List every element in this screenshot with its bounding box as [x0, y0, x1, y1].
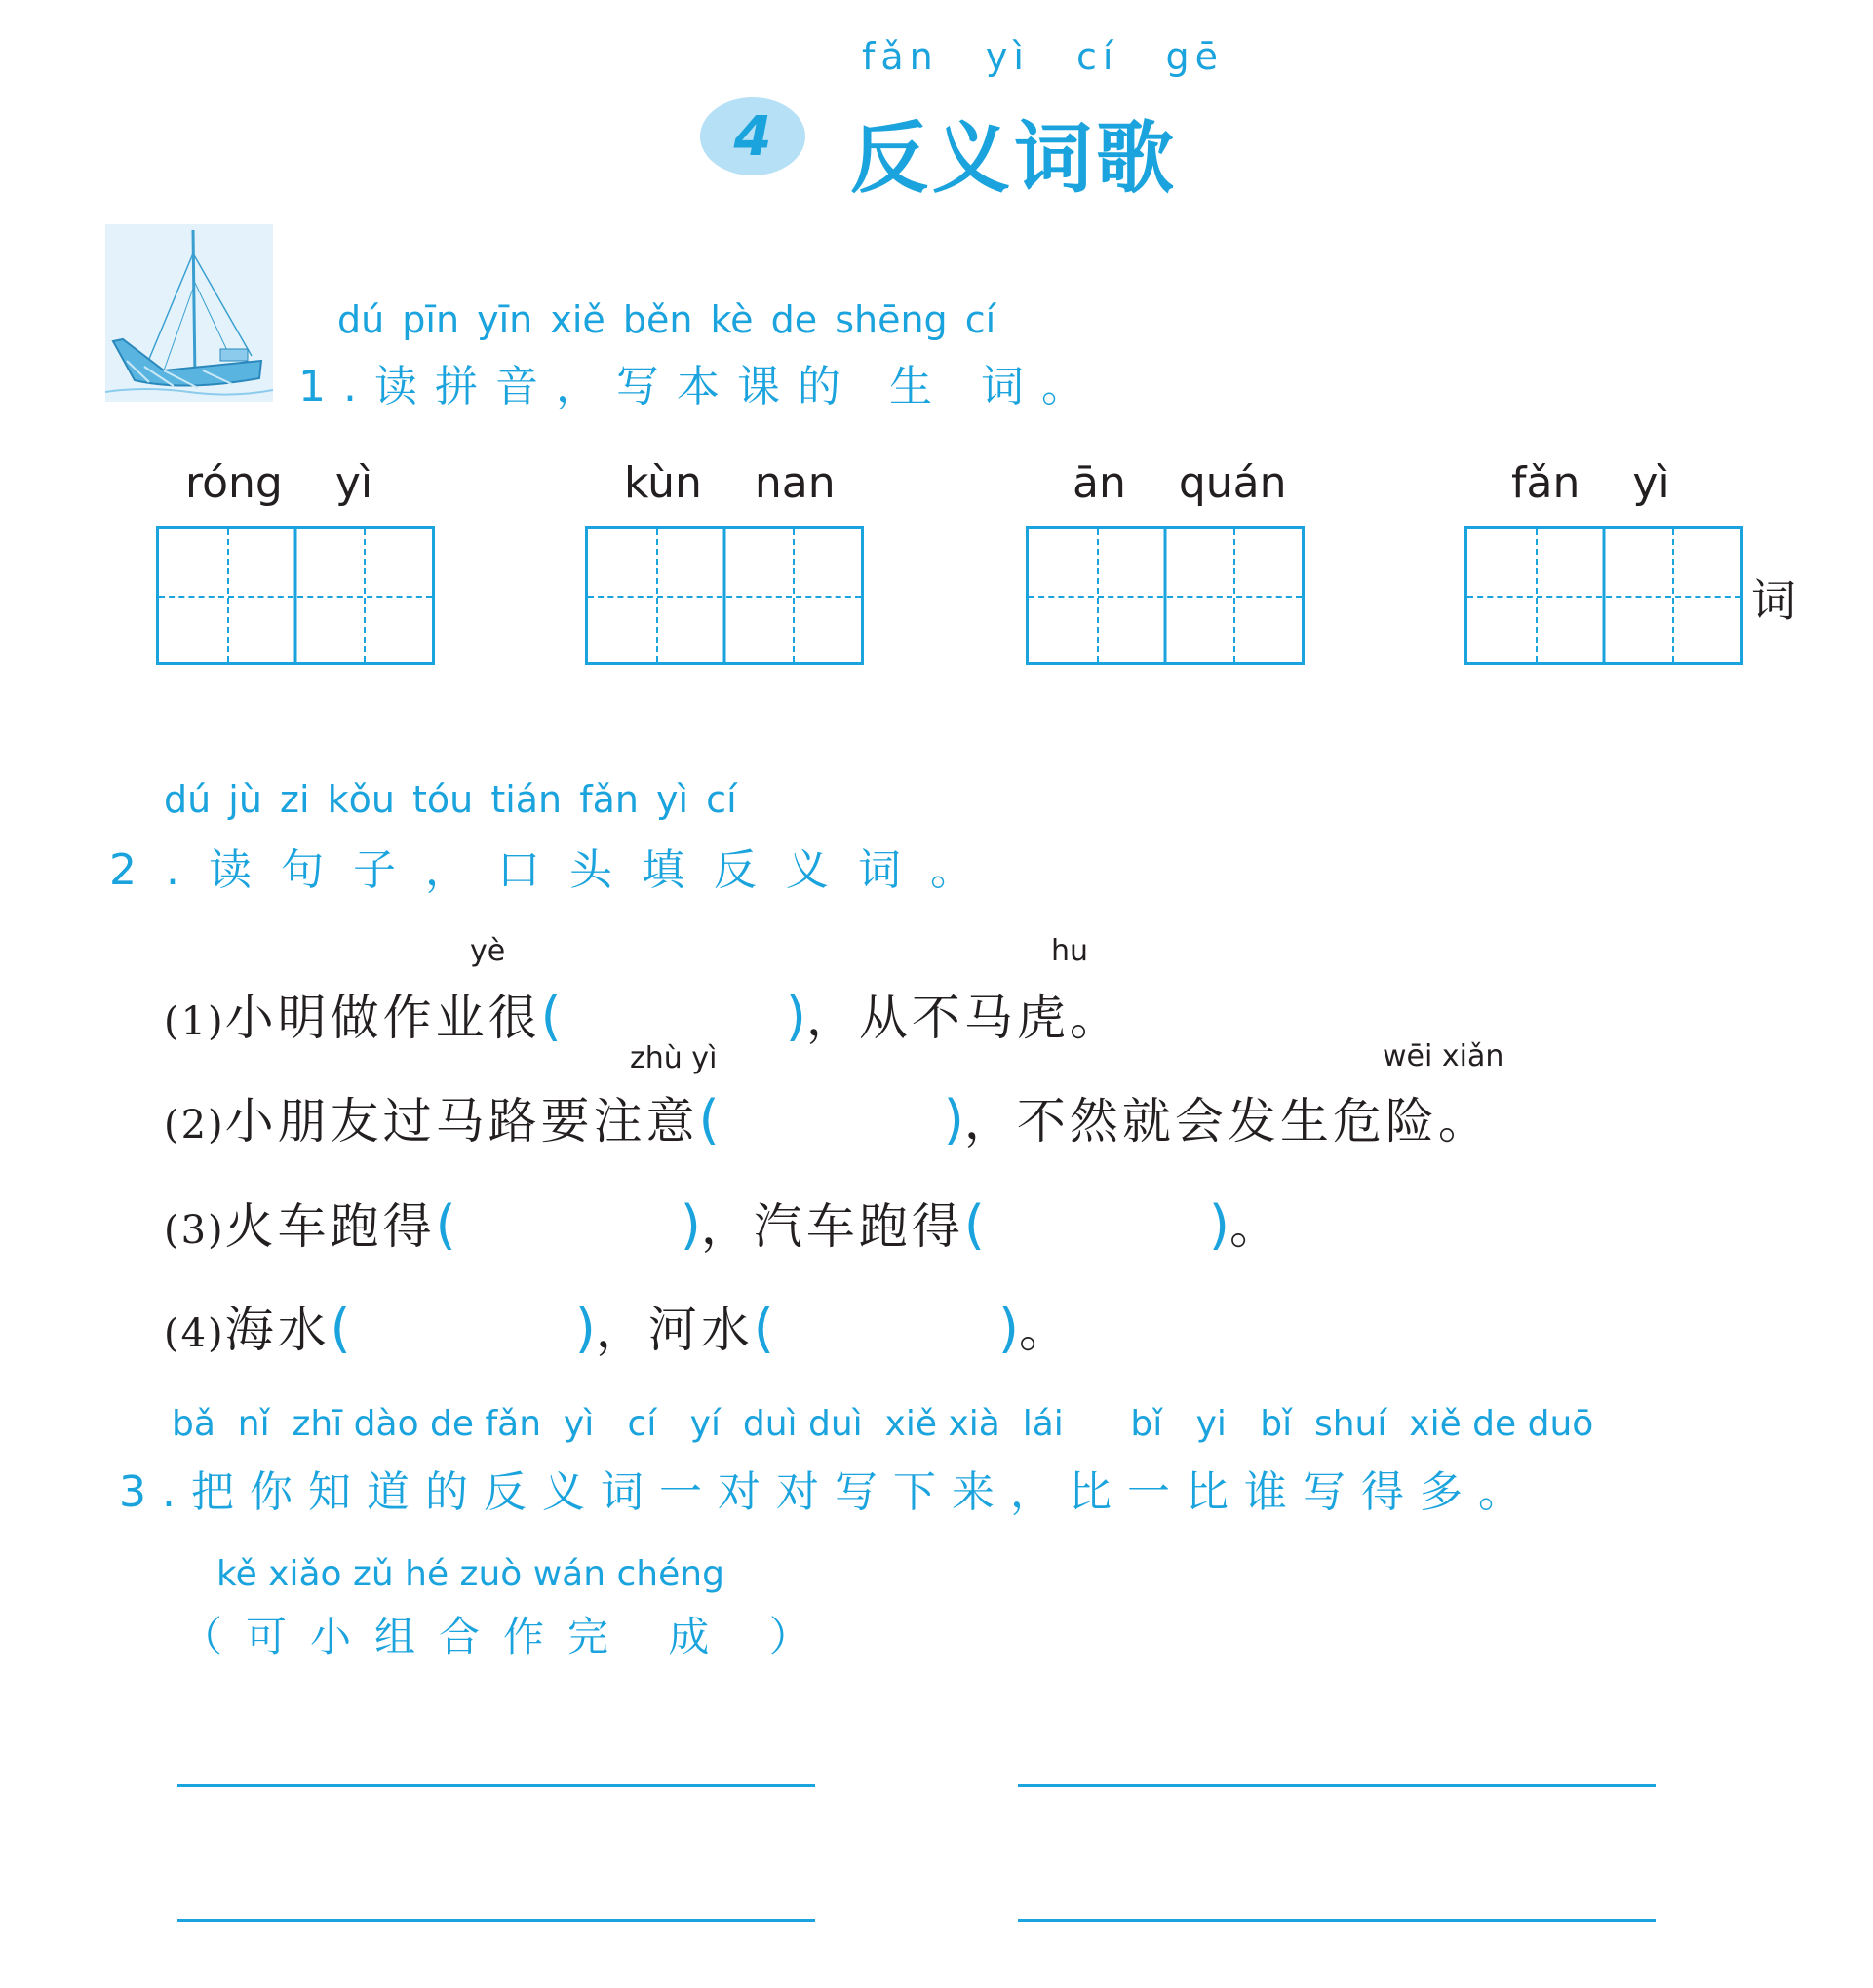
note-text: （可小组合作完 成 ）: [181, 1613, 834, 1660]
writing-grid[interactable]: [1026, 526, 1305, 665]
sentence-4: [164, 1291, 1072, 1361]
word-suffix: 词: [1751, 574, 1796, 627]
sentence-text: ，从不马虎。: [805, 990, 1122, 1046]
sentence-3: [164, 1188, 1282, 1258]
answer-line[interactable]: [1018, 1784, 1656, 1787]
sentence-text: ，不然就会发生危险。: [963, 1093, 1491, 1150]
annotation-pinyin: hu: [1051, 934, 1089, 968]
title-pinyin: fǎn yì cí gē: [862, 35, 1224, 78]
sentence-text: ，河水: [595, 1302, 754, 1358]
blank-close: ): [997, 1298, 1019, 1359]
section1-heading: 1.读拼音，写本课的 生 词。: [298, 362, 1102, 411]
annotation-pinyin: yè: [470, 934, 506, 968]
sentence-text: 。: [1229, 1198, 1282, 1255]
word-pinyin: ān quán: [1073, 458, 1287, 508]
word-pinyin: fǎn yì: [1511, 458, 1670, 508]
blank-open: (: [963, 1194, 985, 1256]
sentence-1: [164, 979, 1122, 1049]
blank-close: ): [574, 1298, 596, 1359]
word-pinyin: kùn nan: [624, 458, 836, 508]
blank-close: ): [680, 1194, 701, 1256]
section2-pinyin: dú jù zi kǒu tóu tián fǎn yì cí: [164, 778, 737, 821]
sentence-text: 火车跑得: [224, 1198, 436, 1255]
section1-pinyin: dú pīn yīn xiě běn kè de shēng cí: [337, 298, 996, 341]
section2-heading: 2.读句子，口头填反义词。: [109, 845, 1002, 895]
section3-pinyin: bǎ nǐ zhī dào de fǎn yì cí yí duì duì xiě xià lái bǐ yi bǐ shuí xiě de duō: [172, 1404, 1594, 1444]
page-title: 反义词歌: [850, 113, 1178, 204]
word-pinyin: róng yì: [185, 458, 373, 508]
lesson-number-badge: 4: [700, 97, 805, 175]
sentence-number: (4): [164, 1311, 225, 1356]
section3-heading: 3.把你知道的反义词一对对写下来，比一比谁写得多。: [119, 1467, 1537, 1517]
sentence-number: (2): [164, 1103, 225, 1148]
writing-grid[interactable]: [585, 526, 864, 665]
blank-open: (: [435, 1194, 456, 1256]
blank-open: (: [330, 1298, 351, 1359]
writing-grid[interactable]: [156, 526, 435, 665]
sentence-number: (3): [164, 1208, 225, 1253]
blank-open: (: [753, 1298, 774, 1359]
sentence-text: 。: [1018, 1302, 1072, 1358]
answer-line[interactable]: [177, 1784, 815, 1787]
sentence-text: 小朋友过马路要注意: [224, 1093, 699, 1150]
answer-line[interactable]: [177, 1919, 815, 1922]
sentence-text: ，汽车跑得: [700, 1198, 964, 1255]
note-pinyin: kě xiǎo zǔ hé zuò wán chéng: [216, 1554, 724, 1594]
sentence-2: [164, 1082, 1491, 1152]
sentence-text: 小明做作业很: [224, 990, 541, 1046]
annotation-pinyin: wēi xiǎn: [1383, 1039, 1504, 1073]
blank-open: (: [698, 1089, 720, 1150]
blank-open: (: [540, 986, 562, 1047]
blank-close: ): [1208, 1194, 1229, 1256]
sailboat-icon: [105, 224, 273, 402]
writing-grid[interactable]: [1464, 526, 1743, 665]
blank-close: ): [943, 1089, 964, 1150]
sentence-number: (1): [164, 999, 225, 1044]
annotation-pinyin: zhù yì: [630, 1041, 718, 1075]
blank-close: ): [785, 986, 806, 1047]
sentence-text: 海水: [224, 1302, 331, 1358]
answer-line[interactable]: [1018, 1919, 1656, 1922]
